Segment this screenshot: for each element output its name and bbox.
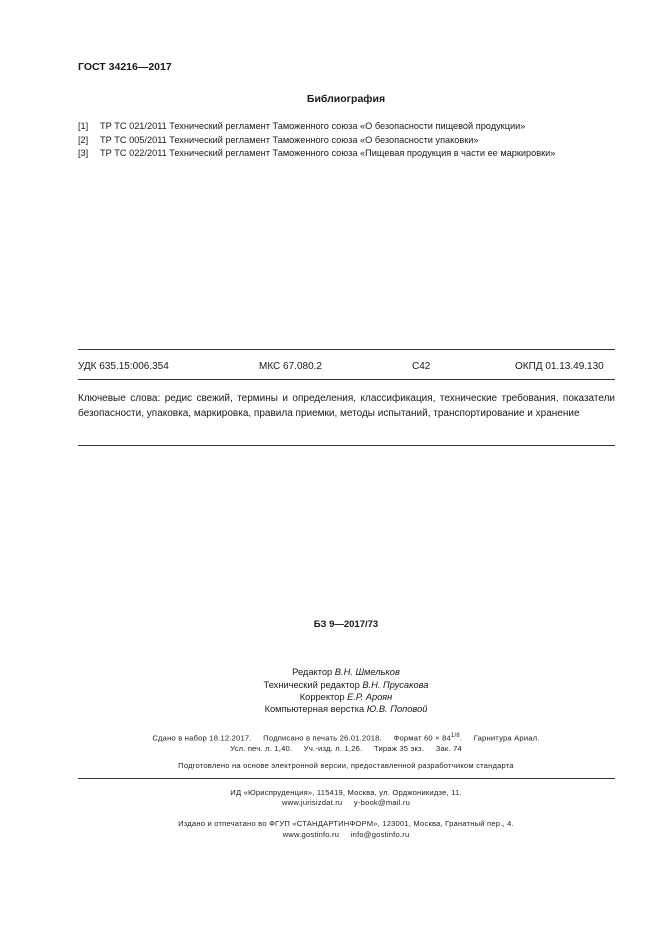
item-number: [2] [78,135,89,145]
credit-label: Редактор [292,667,333,677]
credit-name: В.Н. Прусакова [362,680,429,690]
credit-name: Ю.В. Поповой [366,704,428,714]
printer-email: info@gostinfo.ru [350,830,410,839]
bibliography-item [78,148,555,158]
item-text: ТР ТС 021/2011 Технический регламент Таможенного союза «О безопасности пищевой продукции» [100,121,526,131]
divider [78,445,615,446]
printer-site: www.gostinfo.ru [282,830,340,839]
divider [78,778,615,779]
print-sign-date: Подписано в печать 26.01.2018. [263,733,382,743]
printer-line1: Издано и отпечатано во ФГУП «СТАНДАРТИНФОРМ», 123001, Москва, Гранатный пер., 4. [178,819,514,828]
bibliography-title: Библиография [306,93,386,105]
publisher-site: www.jurisizdat.ru [281,798,343,807]
publisher-email: y-book@mail.ru [353,798,411,807]
print-format-fraction: 1/8 [450,733,460,739]
print-sheets: Усл. печ. л. 1,40. [230,744,293,753]
divider [78,379,615,380]
print-set-date: Сдано в набор 18.12.2017. [152,733,252,743]
divider [78,349,615,350]
credit-layout [0,704,661,714]
okpd-code: ОКПД 01.13.49.130 [515,361,604,372]
credit-label: Технический редактор [263,680,360,690]
print-info-line2 [0,744,661,753]
item-text: ТР ТС 005/2011 Технический регламент Таможенного союза «О безопасности упаковки» [100,135,479,145]
print-typeface: Гарнитура Ариал. [473,733,540,743]
credit-tech-editor [0,680,661,690]
keywords: Ключевые слова: редис свежий, термины и определения, классификация, технические требования, показатели безопасности, упаковка, маркировка, правила приемки, методы испытаний, транспортирование и хранение [78,393,615,419]
item-text: ТР ТС 022/2011 Технический регламент Таможенного союза «Пищевая продукция в части ее маркировки» [100,148,556,158]
credit-label: Корректор [299,692,345,702]
bibliography-item [78,121,525,131]
print-info-line3: Подготовлено на основе электронной версии, предоставленной разработчиком стандарта [178,761,514,770]
print-order: Зак. 74 [435,744,462,753]
class-code: С42 [412,361,431,372]
mks-code: МКС 67.080.2 [259,361,322,372]
print-info-line1: Сдано в набор 18.12.2017. Подписано в печать 26.01.2018. Формат $60 \times 84^{1/8}$. Гарнитура Ариал. [152,733,540,743]
item-number: [3] [78,148,89,158]
credit-editor [0,667,661,677]
publisher-line2 [0,798,661,807]
printer-line2 [0,830,661,839]
bz-number: БЗ 9—2017/73 [313,619,379,630]
udk-code: УДК 635.15:006.354 [78,361,169,372]
print-pub-sheets: Уч.-изд. л. 1,26. [303,744,363,753]
print-format: Формат 60 × 84 [393,733,451,743]
print-run: Тираж 35 экз. [373,744,425,753]
credit-name: В.Н. Шмельков [334,667,400,677]
bibliography-item [78,135,479,145]
publisher-line1: ИД «Юриспруденция», 115419, Москва, ул. Орджоникидзе, 11. [230,788,462,797]
credit-corrector [0,692,661,702]
standard-number: ГОСТ 34216—2017 [78,61,172,73]
item-number: [1] [78,121,89,131]
credit-name: Е.Р. Ароян [347,692,393,702]
credit-label: Компьютерная верстка [264,704,365,714]
